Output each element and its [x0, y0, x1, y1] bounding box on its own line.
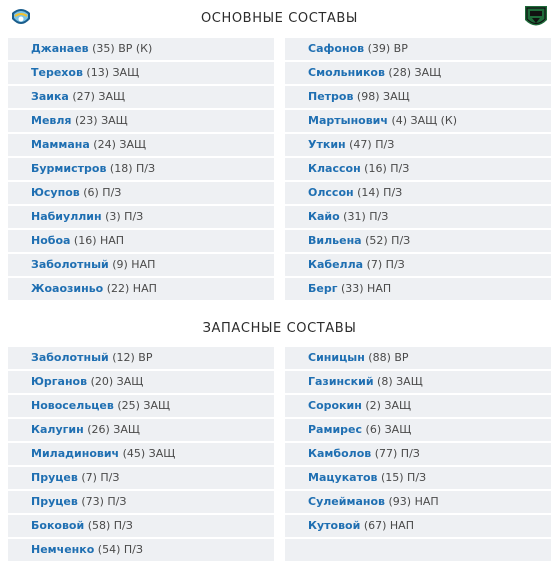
player-number-position: (45) ЗАЩ — [119, 447, 176, 460]
player-row — [8, 254, 274, 276]
player-row — [285, 182, 551, 204]
player-row — [8, 515, 274, 537]
player-name-link[interactable]: Камболов — [308, 447, 372, 460]
player-name-link[interactable]: Бурмистров — [31, 162, 107, 175]
player-row — [8, 491, 274, 513]
player-name-link[interactable]: Пруцев — [31, 471, 78, 484]
player-row — [285, 110, 551, 132]
player-name-link[interactable]: Заика — [31, 90, 69, 103]
player-name-link[interactable]: Заболотный — [31, 351, 109, 364]
player-number-position: (54) П/З — [94, 543, 143, 556]
player-number-position: (15) П/З — [377, 471, 427, 484]
player-row — [8, 347, 274, 369]
player-name-link[interactable]: Смольников — [308, 66, 385, 79]
player-row — [285, 371, 551, 393]
player-name-link[interactable]: Пруцев — [31, 495, 78, 508]
player-number-position: (98) ЗАЩ — [353, 90, 410, 103]
player-row — [285, 134, 551, 156]
player-name-link[interactable]: Мевля — [31, 114, 72, 127]
player-row — [8, 158, 274, 180]
player-number-position: (2) ЗАЩ — [361, 399, 412, 412]
player-number-position: (12) ВР — [108, 351, 153, 364]
player-number-position: (3) П/З — [101, 210, 144, 223]
player-number-position: (6) ЗАЩ — [362, 423, 412, 436]
player-name-link[interactable]: Олссон — [308, 186, 354, 199]
player-name-link[interactable]: Терехов — [31, 66, 83, 79]
player-row — [8, 467, 274, 489]
player-number-position: (23) ЗАЩ — [71, 114, 128, 127]
player-name-link[interactable]: Набиуллин — [31, 210, 102, 223]
starting-home-list — [8, 38, 274, 302]
player-number-position: (73) П/З — [77, 495, 127, 508]
player-number-position: (28) ЗАЩ — [384, 66, 442, 79]
player-number-position: (27) ЗАЩ — [68, 90, 126, 103]
player-number-position: (93) НАП — [385, 495, 439, 508]
player-row — [285, 347, 551, 369]
player-number-position: (6) П/З — [79, 186, 122, 199]
player-number-position: (7) П/З — [363, 258, 405, 271]
player-name-link[interactable]: Жоаозиньо — [31, 282, 104, 295]
player-number-position: (16) НАП — [70, 234, 125, 247]
player-row — [8, 206, 274, 228]
player-name-link[interactable]: Сулейманов — [308, 495, 385, 508]
player-name-link[interactable]: Уткин — [308, 138, 346, 151]
player-row — [285, 254, 551, 276]
player-name-link[interactable]: Немченко — [31, 543, 95, 556]
player-number-position: (25) ЗАЩ — [113, 399, 171, 412]
player-row — [8, 419, 274, 441]
player-name-link[interactable]: Сафонов — [308, 42, 365, 55]
player-number-position: (26) ЗАЩ — [83, 423, 140, 436]
player-row — [285, 443, 551, 465]
player-row — [8, 371, 274, 393]
player-number-position: (67) НАП — [360, 519, 414, 532]
player-number-position: (22) НАП — [103, 282, 157, 295]
player-number-position: (8) ЗАЩ — [373, 375, 423, 388]
player-number-position: (20) ЗАЩ — [87, 375, 144, 388]
player-name-link[interactable]: Новосельцев — [31, 399, 114, 412]
player-name-link[interactable]: Газинский — [308, 375, 374, 388]
player-row — [8, 182, 274, 204]
player-name-link[interactable]: Джанаев — [31, 42, 89, 55]
player-row — [285, 230, 551, 252]
player-name-link[interactable]: Сорокин — [308, 399, 362, 412]
player-name-link[interactable]: Кутовой — [308, 519, 361, 532]
player-name-link[interactable]: Калугин — [31, 423, 84, 436]
player-name-link[interactable]: Рамирес — [308, 423, 363, 436]
player-name-link[interactable]: Нобоа — [31, 234, 71, 247]
player-number-position: (14) П/З — [353, 186, 403, 199]
player-number-position: (88) ВР — [364, 351, 409, 364]
player-row — [285, 419, 551, 441]
player-number-position: (39) ВР — [364, 42, 408, 55]
player-name-link[interactable]: Мацукатов — [308, 471, 378, 484]
player-row — [8, 230, 274, 252]
player-number-position: (77) П/З — [371, 447, 420, 460]
player-row — [285, 515, 551, 537]
player-number-position: (7) П/З — [77, 471, 120, 484]
substitutes-title: ЗАПАСНЫЕ СОСТАВЫ — [202, 321, 357, 336]
player-row — [8, 110, 274, 132]
player-row — [8, 134, 274, 156]
player-row — [8, 395, 274, 417]
player-number-position: (18) П/З — [106, 162, 156, 175]
player-number-position: (31) П/З — [339, 210, 389, 223]
player-number-position: (24) ЗАЩ — [89, 138, 146, 151]
player-row — [8, 86, 274, 108]
player-name-link[interactable]: Классон — [308, 162, 361, 175]
subs-home-list — [8, 347, 274, 563]
player-name-link[interactable]: Миладинович — [31, 447, 120, 460]
player-row — [8, 443, 274, 465]
player-row — [285, 206, 551, 228]
player-row — [285, 86, 551, 108]
player-number-position: (47) П/З — [345, 138, 395, 151]
player-row — [285, 278, 551, 300]
player-number-position: (52) П/З — [361, 234, 411, 247]
player-name-link[interactable]: Юсупов — [31, 186, 80, 199]
player-number-position: (58) П/З — [84, 519, 133, 532]
starting-lineups-title: ОСНОВНЫЕ СОСТАВЫ — [200, 11, 359, 26]
player-row — [8, 539, 274, 561]
player-row — [285, 38, 551, 60]
player-number-position: (16) П/З — [360, 162, 410, 175]
player-row — [285, 158, 551, 180]
player-row — [285, 491, 551, 513]
player-name-link[interactable]: Маммана — [31, 138, 90, 151]
starting-away-list — [285, 38, 551, 302]
player-number-position: (4) ЗАЩ (К) — [387, 114, 458, 127]
player-name-link[interactable]: Вильена — [308, 234, 362, 247]
empty-row — [285, 539, 551, 561]
player-name-link[interactable]: Боковой — [31, 519, 85, 532]
player-row — [285, 467, 551, 489]
player-name-link[interactable]: Петров — [308, 90, 354, 103]
player-name-link[interactable]: Заболотный — [31, 258, 109, 271]
player-name-link[interactable]: Синицын — [308, 351, 365, 364]
subs-away-list — [285, 347, 551, 563]
player-row — [285, 395, 551, 417]
player-row — [8, 38, 274, 60]
player-name-link[interactable]: Кайо — [308, 210, 340, 223]
player-number-position: (9) НАП — [108, 258, 156, 271]
player-name-link[interactable]: Кабелла — [308, 258, 364, 271]
player-name-link[interactable]: Мартынович — [308, 114, 388, 127]
player-name-link[interactable]: Юрганов — [31, 375, 88, 388]
player-number-position: (13) ЗАЩ — [82, 66, 140, 79]
player-row — [285, 62, 551, 84]
player-number-position: (35) ВР (К) — [88, 42, 153, 55]
player-name-link[interactable]: Берг — [308, 282, 338, 295]
player-row — [8, 278, 274, 300]
player-row — [8, 62, 274, 84]
player-number-position: (33) НАП — [337, 282, 392, 295]
